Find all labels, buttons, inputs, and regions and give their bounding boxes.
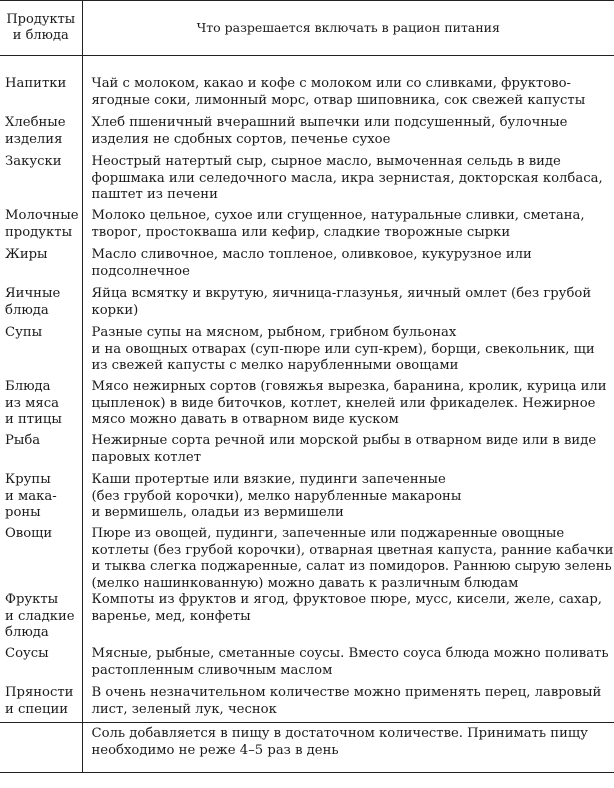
category-line: Крупы	[5, 472, 51, 487]
row-allowed-text	[82, 646, 614, 685]
text-line: лист, зеленый лук, чеснок	[91, 701, 277, 717]
table-row	[0, 325, 614, 379]
row-category	[0, 433, 82, 472]
category-line: Овощи	[5, 526, 53, 541]
footer-empty-cell	[0, 723, 82, 773]
row-allowed-text	[82, 433, 614, 472]
row-category	[0, 115, 82, 154]
text-line: (мелко нашинкованную) можно давать к различным блюдам	[91, 575, 519, 591]
text-line: варенье, мед, конфеты	[91, 608, 251, 624]
text-line: Мясо нежирных сортов (говяжья вырезка, баранина, кролик, курица или	[91, 379, 607, 394]
row-category	[0, 526, 82, 592]
row-category	[0, 208, 82, 247]
table-row	[0, 592, 614, 646]
text-line: Чай с молоком, какао и кофе с молоком или со сливками, фруктово-	[91, 76, 571, 91]
category-line: Закуски	[5, 154, 62, 169]
table-row	[0, 472, 614, 526]
row-category	[0, 325, 82, 379]
text-line: из свежей капусты с мелко нарубленными овощами	[91, 358, 459, 373]
category-line: Рыба	[5, 433, 41, 448]
category-line: Блюда	[5, 379, 51, 394]
row-allowed-text	[82, 685, 614, 723]
category-line: роны	[5, 505, 41, 520]
row-allowed-text	[82, 379, 614, 433]
table-row	[0, 154, 614, 208]
text-line: котлеты (без грубой корочки), отварная цветная капуста, ранние кабачки	[91, 542, 614, 558]
text-line: (без грубой корочки), мелко нарубленные макароны	[91, 488, 462, 504]
table-row	[0, 247, 614, 286]
category-line: Пряности	[5, 685, 74, 700]
category-line: продукты	[5, 224, 73, 240]
text-line: Молоко цельное, сухое или сгущенное, натуральные сливки, сметана,	[91, 208, 585, 223]
category-line: Яичные	[5, 286, 61, 301]
text-line: растопленным сливочным маслом	[91, 662, 333, 678]
text-line: В очень незначительном количестве можно применять перец, лавровый	[91, 685, 602, 700]
row-category	[0, 592, 82, 646]
spacer-row	[0, 56, 614, 77]
row-allowed-text	[82, 592, 614, 646]
text-line: Мясные, рыбные, сметанные соусы. Вместо соуса блюда можно поливать	[91, 646, 609, 661]
category-line: Соусы	[5, 646, 49, 661]
row-allowed-text	[82, 526, 614, 592]
table-row	[0, 286, 614, 325]
category-line: Напитки	[5, 76, 67, 91]
text-line: и на овощных отварах (суп-пюре или суп-крем), борщи, свекольник, щи	[91, 341, 595, 357]
text-line: Пюре из овощей, пудинги, запеченные или поджаренные овощные	[91, 526, 565, 541]
row-allowed-text	[82, 286, 614, 325]
footer-row	[0, 723, 614, 773]
header-products: Продукты и блюда	[0, 1, 82, 56]
row-category	[0, 154, 82, 208]
text-line: Яйца всмятку и вкрутую, яичница-глазунья, яичный омлет (без грубой	[91, 286, 592, 301]
table-row	[0, 526, 614, 592]
table-row	[0, 115, 614, 154]
row-category	[0, 646, 82, 685]
table-row	[0, 379, 614, 433]
row-category	[0, 472, 82, 526]
row-allowed-text	[82, 76, 614, 115]
category-line: Жиры	[5, 247, 48, 262]
row-allowed-text	[82, 154, 614, 208]
text-line: Каши протертые или вязкие, пудинги запеченные	[91, 472, 446, 487]
table-row	[0, 685, 614, 723]
text-line: мясо можно давать в отварном виде куском	[91, 412, 399, 427]
table-body	[0, 56, 614, 773]
category-line: Фрукты	[5, 592, 59, 607]
text-line: Нежирные сорта речной или морской рыбы в отварном виде или в виде	[91, 433, 597, 448]
footer-line: Соль добавляется в пищу в достаточном количестве. Принимать пищу	[91, 726, 588, 741]
category-line: блюда	[5, 625, 49, 640]
row-category	[0, 685, 82, 723]
category-line: блюда	[5, 302, 49, 318]
text-line: корки)	[91, 302, 139, 318]
table-header-row	[0, 1, 614, 56]
category-line: и птицы	[5, 412, 62, 427]
category-line: Супы	[5, 325, 43, 340]
row-category	[0, 247, 82, 286]
text-line: паровых котлет	[91, 449, 202, 465]
table-row	[0, 76, 614, 115]
text-line: Неострый натертый сыр, сырное масло, вымоченная сельдь в виде	[91, 154, 561, 169]
text-line: и тыква слегка поджаренные, салат из помидоров. Раннюю сырую зелень	[91, 559, 612, 574]
table-row	[0, 433, 614, 472]
text-line: Хлеб пшеничный вчерашний выпечки или подсушенный, булочные	[91, 115, 568, 130]
table-row	[0, 208, 614, 247]
row-allowed-text	[82, 208, 614, 247]
text-line: творог, простокваша или кефир, сладкие творожные сырки	[91, 224, 511, 240]
header-allowed: Что разрешается включать в рацион питания	[82, 1, 614, 56]
text-line: цыпленок) в виде биточков, котлет, кнелей или фрикаделек. Нежирное	[91, 395, 596, 411]
category-line: и сладкие	[5, 608, 75, 624]
category-line: Хлебные	[5, 115, 66, 130]
text-line: Масло сливочное, масло топленое, оливковое, кукурузное или	[91, 247, 532, 262]
row-category	[0, 76, 82, 115]
row-category	[0, 286, 82, 325]
footer-line: необходимо не реже 4–5 раз в день	[91, 742, 339, 758]
row-allowed-text	[82, 472, 614, 526]
row-category	[0, 379, 82, 433]
category-line: изделия	[5, 131, 63, 147]
text-line: изделия не сдобных сортов, печенье сухое	[91, 131, 391, 147]
category-line: и мака-	[5, 488, 57, 504]
text-line: подсолнечное	[91, 263, 190, 279]
footer-note	[82, 723, 614, 773]
row-allowed-text	[82, 247, 614, 286]
row-allowed-text	[82, 325, 614, 379]
row-allowed-text	[82, 115, 614, 154]
text-line: Разные супы на мясном, рыбном, грибном бульонах	[91, 325, 457, 340]
text-line: форшмака или селедочного масла, икра зернистая, докторская колбаса,	[91, 170, 603, 186]
category-line: и специи	[5, 701, 69, 717]
text-line: паштет из печени	[91, 187, 218, 202]
text-line: Компоты из фруктов и ягод, фруктовое пюре, мусс, кисели, желе, сахар,	[91, 592, 602, 607]
category-line: Молочные	[5, 208, 79, 223]
text-line: ягодные соки, лимонный морс, отвар шиповника, сок свежей капусты	[91, 92, 586, 108]
text-line: и вермишель, оладьи из вермишели	[91, 505, 344, 520]
table-row	[0, 646, 614, 685]
category-line: из мяса	[5, 395, 59, 411]
